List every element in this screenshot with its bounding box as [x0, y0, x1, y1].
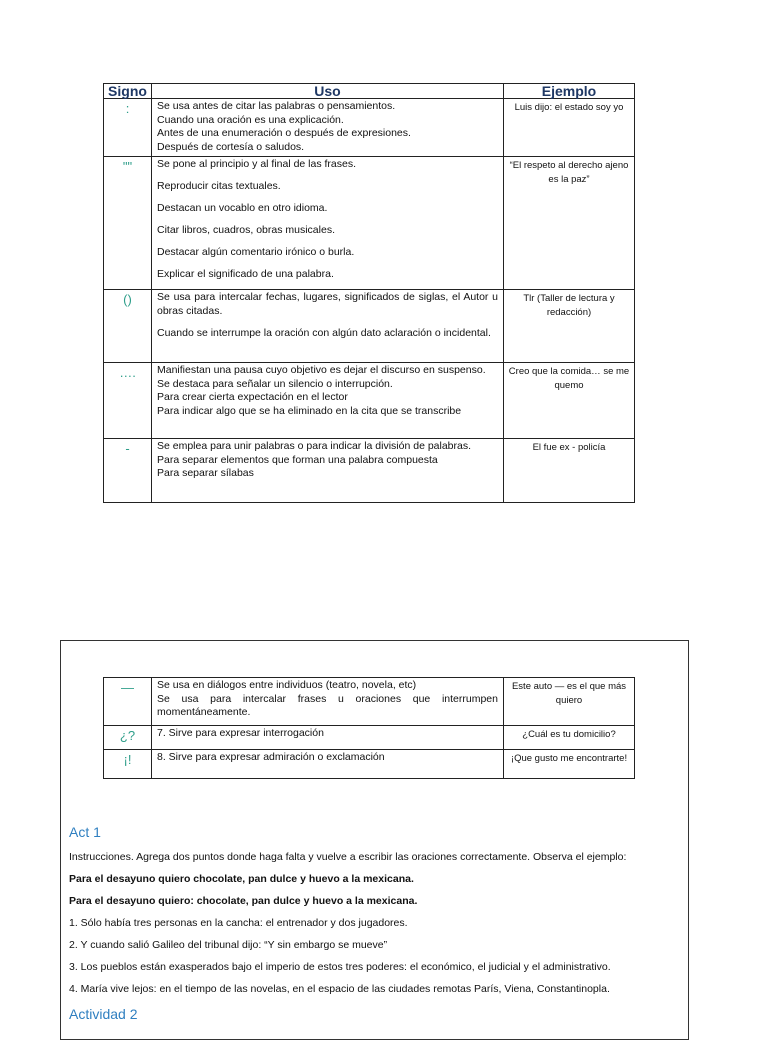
- header-signo: Signo: [104, 84, 152, 99]
- signo-cell: "": [104, 157, 152, 290]
- uso-cell: [152, 726, 504, 750]
- act1-sentence: 3. Los pueblos están exasperados bajo el imperio de estos tres poderes: el económico, el judicial y el administrativo.: [69, 961, 611, 973]
- header-uso: Uso: [152, 84, 504, 99]
- act1-sentence: 1. Sólo había tres personas en la cancha: el entrenador y dos jugadores.: [69, 917, 408, 929]
- uso-cell: [152, 678, 504, 726]
- act1-sentence: 4. María vive lejos: en el tiempo de las novelas, en el espacio de las ciudades remotas París, Viena, Constantinopla.: [69, 983, 610, 995]
- ejemplo-cell: ¿Cuál es tu domicilio?: [504, 726, 635, 750]
- uso-cell: [152, 99, 504, 157]
- act1-example-corrected: Para el desayuno quiero: chocolate, pan dulce y huevo a la mexicana.: [69, 895, 418, 907]
- table-row: [104, 678, 635, 726]
- signo-cell: :: [104, 99, 152, 157]
- signo-cell: ¡!: [104, 750, 152, 779]
- header-ejemplo: Ejemplo: [504, 84, 635, 99]
- uso-line: Se emplea para unir palabras o para indicar la división de palabras.: [157, 440, 472, 452]
- table-header-row: [104, 84, 635, 99]
- uso-line: Destacar algún comentario irónico o burla.: [157, 246, 355, 258]
- signo-cell: ….: [104, 363, 152, 439]
- signo-cell: -: [104, 439, 152, 503]
- ejemplo-cell: Luis dijo: el estado soy yo: [504, 99, 635, 157]
- table-row: [104, 363, 635, 439]
- uso-line: Se usa para intercalar fechas, lugares, significados de siglas, el Autor u obras citadas.: [157, 291, 498, 317]
- act1-instructions: Instrucciones. Agrega dos puntos donde haga falta y vuelve a escribir las oraciones correctamente. Observa el ejemplo:: [69, 851, 627, 863]
- table-row: [104, 99, 635, 157]
- uso-line: Para crear cierta expectación en el lector: [157, 391, 348, 403]
- uso-line: Se usa antes de citar las palabras o pensamientos.: [157, 100, 396, 112]
- uso-line: 8. Sirve para expresar admiración o exclamación: [157, 751, 385, 763]
- signo-cell: —: [104, 678, 152, 726]
- uso-cell: [152, 750, 504, 779]
- ejemplo-cell: El fue ex - policía: [504, 439, 635, 503]
- ejemplo-cell: Creo que la comida… se me quemo: [504, 363, 635, 439]
- table-row: [104, 290, 635, 363]
- table-row: [104, 157, 635, 290]
- uso-line: Destacan un vocablo en otro idioma.: [157, 202, 328, 214]
- ejemplo-cell: “El respeto al derecho ajeno es la paz”: [504, 157, 635, 290]
- table-row: [104, 726, 635, 750]
- uso-line: Explicar el significado de una palabra.: [157, 268, 334, 280]
- act2-title: Actividad 2: [69, 1006, 138, 1022]
- uso-line: Se usa en diálogos entre individuos (teatro, novela, etc): [157, 679, 417, 691]
- uso-line: Cuando se interrumpe la oración con algún dato aclaración o incidental.: [157, 327, 491, 339]
- uso-cell: [152, 290, 504, 363]
- signo-cell: (): [104, 290, 152, 363]
- uso-cell: [152, 157, 504, 290]
- uso-line: 7. Sirve para expresar interrogación: [157, 727, 324, 739]
- act1-title: Act 1: [69, 824, 101, 840]
- signo-cell: ¿?: [104, 726, 152, 750]
- uso-line: Antes de una enumeración o después de expresiones.: [157, 127, 411, 139]
- uso-line: Para separar elementos que forman una palabra compuesta: [157, 453, 438, 466]
- table-row: [104, 750, 635, 779]
- uso-line: Para separar sílabas: [157, 467, 254, 479]
- punctuation-table-2: [103, 677, 635, 779]
- uso-cell: [152, 363, 504, 439]
- punctuation-table-1: [103, 83, 635, 503]
- ejemplo-cell: Este auto — es el que más quiero: [504, 678, 635, 726]
- uso-line: Manifiestan una pausa cuyo objetivo es dejar el discurso en suspenso.: [157, 364, 486, 376]
- act1-example-original: Para el desayuno quiero chocolate, pan dulce y huevo a la mexicana.: [69, 873, 414, 885]
- uso-line: Se pone al principio y al final de las frases.: [157, 158, 357, 170]
- ejemplo-cell: Tlr (Taller de lectura y redacción): [504, 290, 635, 363]
- uso-line: Se usa para intercalar frases u oraciones que interrumpen momentáneamente.: [157, 692, 498, 718]
- uso-line: Se destaca para señalar un silencio o interrupción.: [157, 377, 393, 390]
- uso-line: Reproducir citas textuales.: [157, 180, 281, 192]
- uso-line: Después de cortesía o saludos.: [157, 140, 305, 153]
- uso-line: Citar libros, cuadros, obras musicales.: [157, 224, 335, 236]
- uso-cell: [152, 439, 504, 503]
- table-row: [104, 439, 635, 503]
- ejemplo-cell: ¡Que gusto me encontrarte!: [504, 750, 635, 779]
- uso-line: Para indicar algo que se ha eliminado en la cita que se transcribe: [157, 404, 462, 417]
- uso-line: Cuando una oración es una explicación.: [157, 113, 344, 126]
- act1-sentence: 2. Y cuando salió Galileo del tribunal dijo: “Y sin embargo se mueve”: [69, 939, 388, 951]
